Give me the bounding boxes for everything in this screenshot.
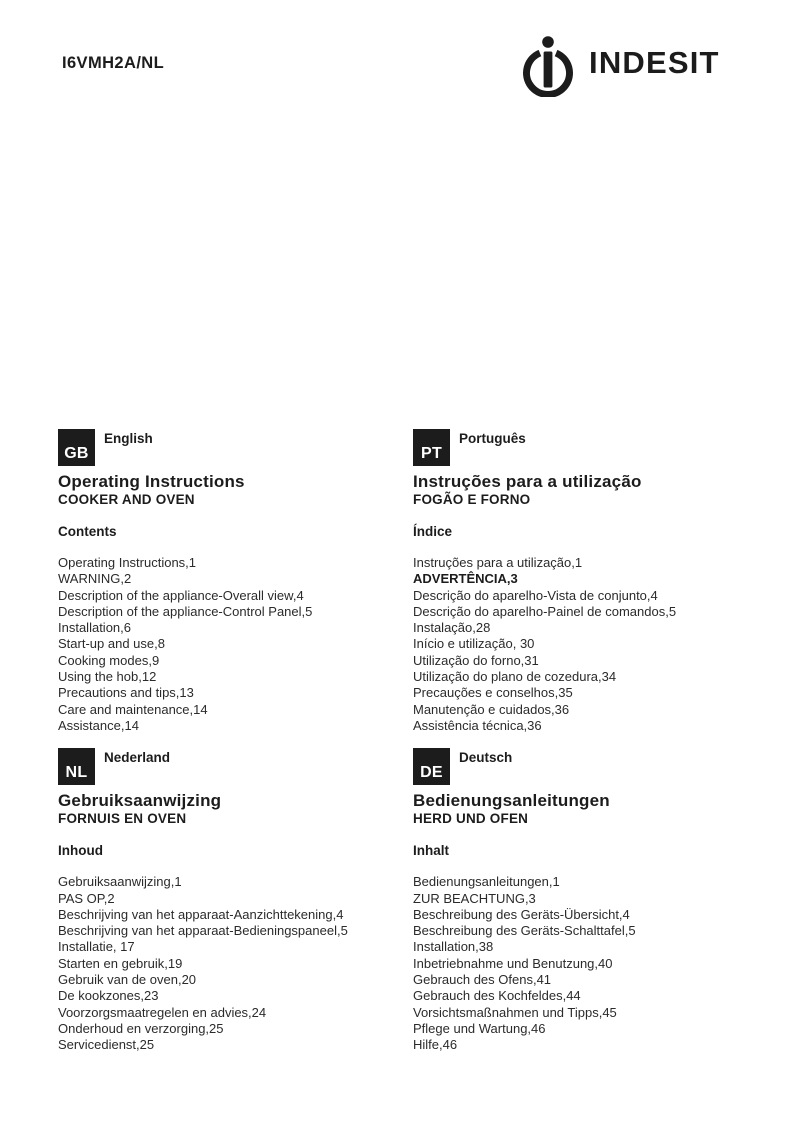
table-of-contents	[58, 874, 413, 1053]
section-title: Instruções para a utilização	[413, 472, 642, 491]
country-code-badge	[413, 748, 450, 785]
contents-label: Índice	[413, 524, 453, 539]
toc-item: Utilização do forno,31	[413, 652, 539, 668]
toc-item: Gebruik van de oven,20	[58, 972, 197, 988]
toc-item: Description of the appliance-Overall view,4	[58, 587, 304, 603]
table-of-contents	[413, 874, 758, 1053]
model-number: I6VMH2A/NL	[62, 54, 165, 72]
country-code-text: NL	[65, 764, 88, 782]
toc-item: Description of the appliance-Control Panel,5	[58, 603, 313, 619]
toc-item: Inbetriebnahme und Benutzung,40	[413, 955, 613, 971]
toc-item: Vorsichtsmaßnahmen und Tipps,45	[413, 1004, 617, 1020]
section-subtitle: FORNUIS EN OVEN	[58, 811, 187, 827]
language-sections-grid	[58, 429, 758, 1054]
toc-item: Beschreibung des Geräts-Schalttafel,5	[413, 923, 636, 939]
toc-item: WARNING,2	[58, 571, 132, 587]
toc-item: Cooking modes,9	[58, 652, 160, 668]
language-section-nl	[58, 748, 413, 1053]
language-label: Português	[459, 431, 526, 446]
toc-item: Care and maintenance,14	[58, 701, 208, 717]
toc-item: Utilização do plano de cozedura,34	[413, 669, 617, 685]
indesit-logo	[518, 35, 720, 97]
toc-item: Bedienungsanleitungen,1	[413, 874, 560, 890]
country-code-badge	[58, 429, 95, 466]
toc-item: Using the hob,12	[58, 669, 157, 685]
section-title: Operating Instructions	[58, 472, 245, 491]
toc-item: De kookzones,23	[58, 988, 159, 1004]
badge-row	[413, 429, 758, 466]
contents-label: Inhalt	[413, 843, 449, 859]
toc-item: Installation,38	[413, 939, 494, 955]
country-code-text: GB	[64, 445, 89, 462]
toc-item: Descrição do aparelho-Vista de conjunto,4	[413, 587, 658, 603]
section-subtitle: COOKER AND OVEN	[58, 492, 195, 507]
toc-item: Instruções para a utilização,1	[413, 555, 583, 570]
language-label: English	[104, 431, 153, 446]
toc-item: Hilfe,46	[413, 1037, 458, 1053]
toc-item: Precautions and tips,13	[58, 685, 194, 701]
country-code-text: DE	[420, 764, 443, 782]
contents-label: Inhoud	[58, 843, 103, 859]
toc-item: Precauções e conselhos,35	[413, 685, 573, 701]
toc-item: Manutenção e cuidados,36	[413, 701, 570, 717]
section-subtitle: HERD UND OFEN	[413, 811, 529, 827]
country-code-text: PT	[420, 445, 443, 462]
toc-item: Voorzorgsmaatregelen en advies,24	[58, 1004, 267, 1020]
toc-item: Assistência técnica,36	[413, 717, 542, 733]
toc-item: Gebruiksaanwijzing,1	[58, 874, 182, 890]
country-code-badge	[58, 748, 95, 785]
toc-item: Beschrijving van het apparaat-Bedieningspaneel,5	[58, 923, 348, 939]
toc-item: Descrição do aparelho-Painel de comandos,5	[413, 603, 677, 619]
section-title: Bedienungsanleitungen	[413, 791, 610, 811]
language-label: Deutsch	[459, 750, 513, 766]
contents-label: Contents	[58, 524, 117, 539]
language-label: Nederland	[104, 750, 171, 766]
brand-wordmark: INDESIT	[589, 45, 720, 80]
toc-item: Instalação,28	[413, 620, 491, 636]
toc-item: Installation,6	[58, 620, 131, 636]
toc-item: Início e utilização, 30	[413, 636, 535, 652]
country-code-badge	[413, 429, 450, 466]
toc-item: Starten en gebruik,19	[58, 955, 183, 971]
toc-item: Assistance,14	[58, 717, 139, 733]
toc-item: Servicedienst,25	[58, 1037, 155, 1053]
language-section-pt	[413, 429, 758, 734]
toc-item: Installatie, 17	[58, 939, 135, 955]
toc-item: ADVERTÊNCIA,3	[413, 571, 518, 587]
toc-item: Operating Instructions,1	[58, 555, 197, 570]
toc-item: Start-up and use,8	[58, 636, 165, 652]
badge-row	[413, 748, 758, 785]
power-i-icon	[518, 35, 579, 97]
section-title: Gebruiksaanwijzing	[58, 791, 222, 811]
toc-item: Beschrijving van het apparaat-Aanzichttekening,4	[58, 906, 344, 922]
toc-item: Gebrauch des Kochfeldes,44	[413, 988, 581, 1004]
toc-item: ZUR BEACHTUNG,3	[413, 890, 536, 906]
badge-row	[58, 748, 413, 785]
language-section-de	[413, 748, 758, 1053]
toc-item: Pflege und Wartung,46	[413, 1020, 546, 1036]
toc-item: PAS OP,2	[58, 890, 115, 906]
toc-item: Gebrauch des Ofens,41	[413, 972, 552, 988]
toc-item: Beschreibung des Geräts-Übersicht,4	[413, 906, 630, 922]
language-section-gb	[58, 429, 413, 734]
section-subtitle: FOGÃO E FORNO	[413, 492, 531, 507]
table-of-contents	[58, 555, 413, 734]
badge-row	[58, 429, 413, 466]
toc-item: Onderhoud en verzorging,25	[58, 1020, 224, 1036]
table-of-contents	[413, 555, 758, 734]
